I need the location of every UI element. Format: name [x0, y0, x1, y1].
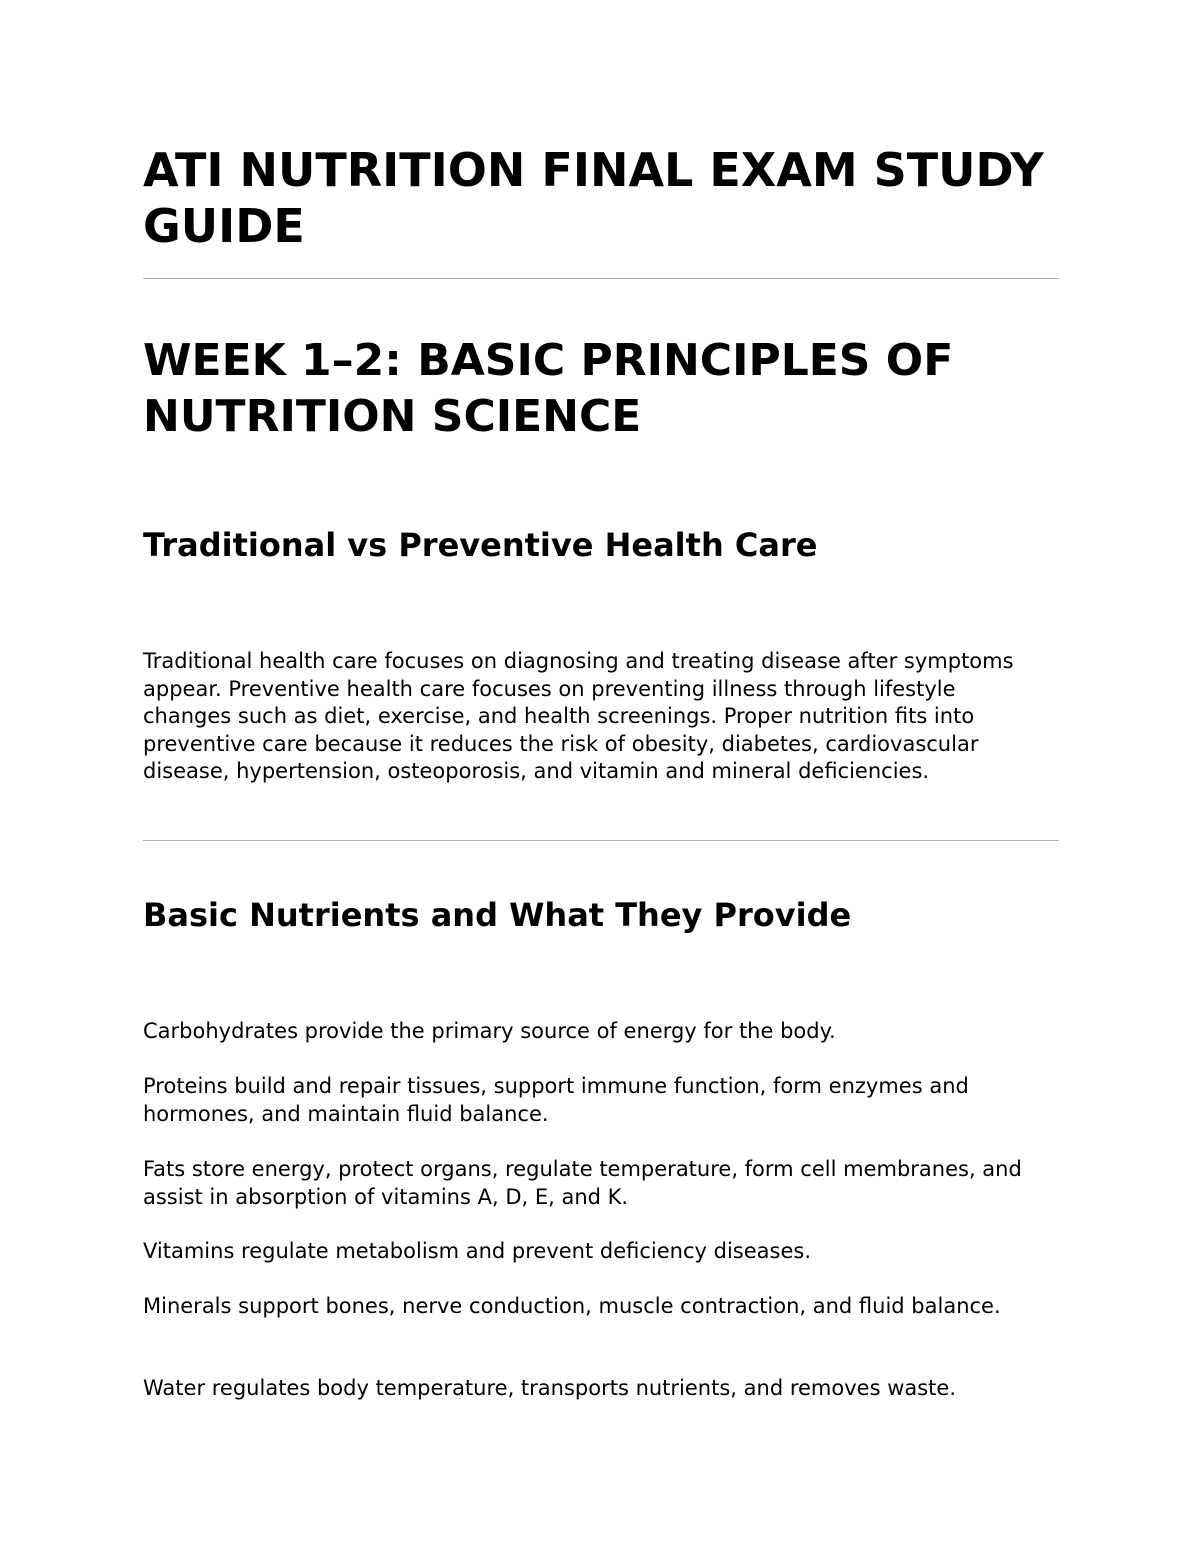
nutrient-proteins: Proteins build and repair tissues, support immune function, form enzymes and hormones, and maintain fluid balance.: [143, 1074, 969, 1126]
week-heading: WEEK 1–2: BASIC PRINCIPLES OF NUTRITION SCIENCE: [143, 335, 954, 442]
section-heading-basic-nutrients: Basic Nutrients and What They Provide: [143, 896, 852, 934]
document-title: ATI NUTRITION FINAL EXAM STUDY GUIDE: [143, 143, 1044, 253]
nutrient-vitamins: Vitamins regulate metabolism and prevent deficiency diseases.: [143, 1239, 812, 1263]
paragraph-health-care: Traditional health care focuses on diagnosing and treating disease after symptoms appear. Preventive health care focuses on preventing illness through lifestyle changes such as diet, exercise, and health screenings. Proper nutrition fits into preventive care because it reduces the risk of obesity, diabetes, cardiovascular disease, hypertension, osteoporosis, and vitamin and mineral deficiencies.: [143, 649, 1014, 783]
nutrient-water: Water regulates body temperature, transports nutrients, and removes waste.: [143, 1376, 957, 1400]
nutrient-fats: Fats store energy, protect organs, regulate temperature, form cell membranes, and assist in absorption of vitamins A, D, E, and K.: [143, 1157, 1022, 1209]
nutrient-carbohydrates: Carbohydrates provide the primary source of energy for the body.: [143, 1019, 836, 1043]
section-heading-traditional-vs-preventive: Traditional vs Preventive Health Care: [143, 526, 818, 564]
horizontal-divider: [143, 840, 1059, 841]
horizontal-divider: [143, 278, 1059, 279]
nutrient-minerals: Minerals support bones, nerve conduction, muscle contraction, and fluid balance.: [143, 1294, 1001, 1318]
